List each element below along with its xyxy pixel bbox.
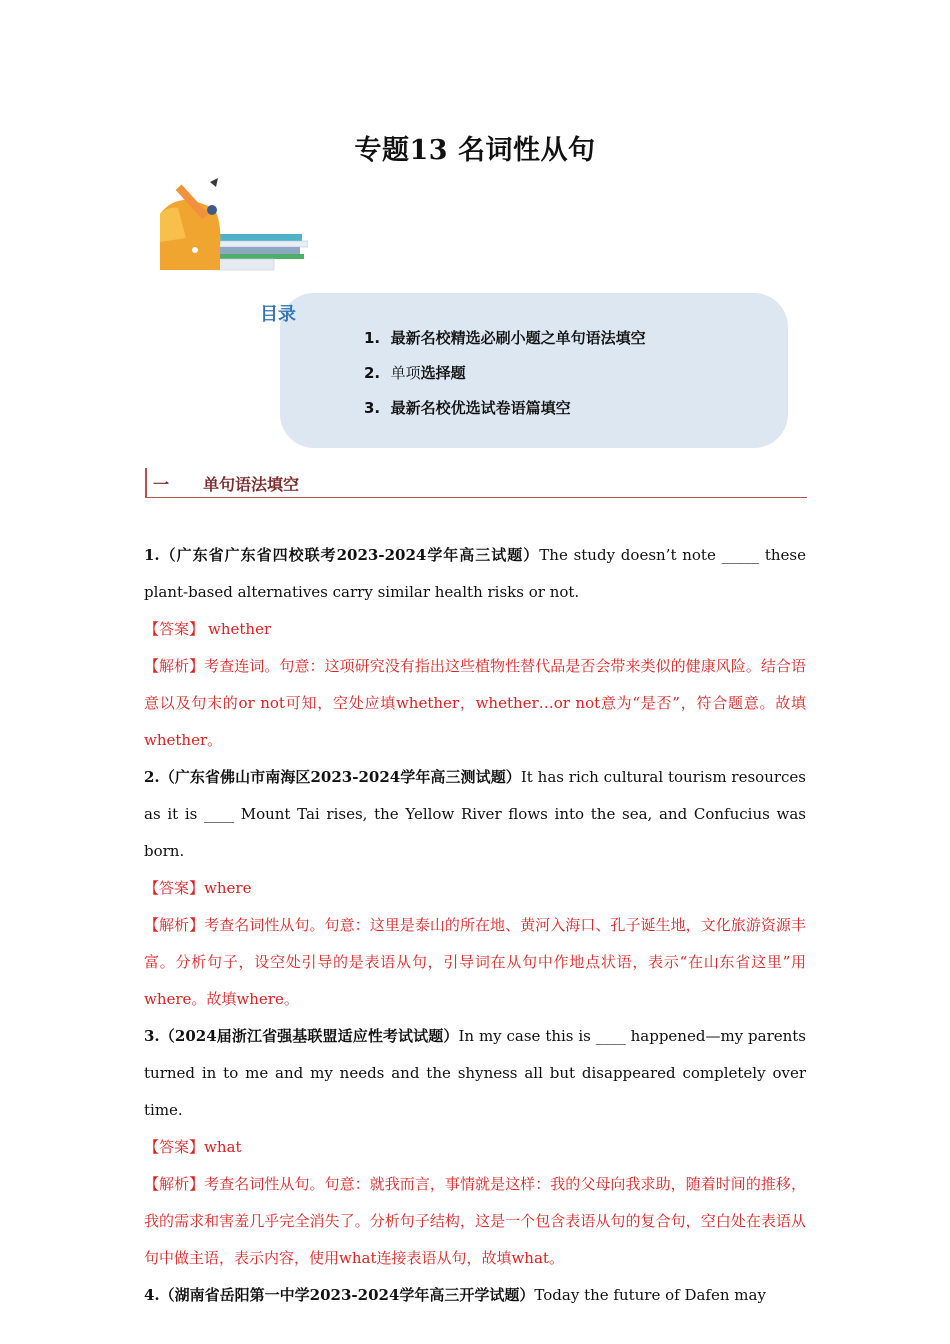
section-number: 一 [153, 475, 170, 494]
analysis-text: 考查连词。句意：这项研究没有指出这些植物性替代品是否会带来类似的健康风险。结合语意以及句末的or not可知，空处应填whether，whether…or not意为“是否”，符合题意。故填whether。 [144, 657, 806, 749]
question-number: 3. [144, 1027, 160, 1045]
page-title: 专题13 名词性从句 [354, 135, 596, 166]
section-title: 单句语法填空 [203, 475, 300, 494]
question-2 [144, 759, 806, 870]
toc-label: 目录 [260, 304, 296, 325]
toc-item-num: 3. [364, 399, 381, 417]
question-1 [144, 537, 806, 611]
toc-item-text: 最新名校精选必刷小题之单句语法填空 [390, 329, 646, 347]
toc-panel [280, 293, 788, 448]
analysis-label: 【解析】 [144, 1175, 205, 1193]
answer-3 [144, 1129, 806, 1166]
answer-2 [144, 870, 806, 907]
question-stem: It has rich cultural tourism resources as it is ____ Mount Tai rises, the Yellow River flows into the sea, and Confucius was born. [144, 768, 806, 860]
section-bar [145, 468, 147, 498]
toc-item-text: 选择题 [420, 364, 466, 382]
question-stem: Today the future of Dafen may [534, 1286, 766, 1304]
analysis-2 [144, 907, 806, 1018]
analysis-3 [144, 1166, 806, 1277]
answer-value: whether [208, 620, 272, 638]
analysis-1 [144, 648, 806, 759]
question-number: 2. [144, 768, 160, 786]
toc-item-3[interactable] [364, 397, 571, 418]
toc-item-text: 最新名校优选试卷语篇填空 [390, 399, 571, 417]
toc-item-num: 1. [364, 329, 381, 347]
question-stem: In my case this is ____ happened—my parents turned in to me and my needs and the shyness all but disappeared completely over time. [144, 1027, 806, 1119]
section-underline [145, 497, 807, 498]
answer-value: where [204, 879, 252, 897]
question-source: （湖南省岳阳第一中学2023-2024学年高三开学试题） [159, 1286, 535, 1304]
pencil-books-icon [158, 178, 308, 274]
question-source: （广东省广东省四校联考2023-2024学年高三试题） [159, 546, 540, 564]
analysis-text: 考查名词性从句。句意：这里是泰山的所在地、黄河入海口、孔子诞生地，文化旅游资源丰富。分析句子，设空处引导的是表语从句，引导词在从句中作地点状语，表示“在山东省这里”用where。故填where。 [144, 916, 806, 1008]
question-source: （广东省佛山市南海区2023-2024学年高三测试题） [159, 768, 521, 786]
question-number: 1. [144, 546, 160, 564]
question-number: 4. [144, 1286, 160, 1304]
analysis-text: 考查名词性从句。句意：就我而言，事情就是这样：我的父母向我求助，随着时间的推移，我的需求和害羞几乎完全消失了。分析句子结构，这是一个包含表语从句的复合句，空白处在表语从句中做主语，表示内容，使用what连接表语从句，故填what。 [144, 1175, 806, 1267]
toc-item-num: 2. [364, 364, 381, 382]
question-list [144, 537, 806, 1314]
analysis-label: 【解析】 [144, 916, 205, 934]
answer-label: 【答案】 [144, 620, 205, 638]
answer-label: 【答案】 [144, 1138, 205, 1156]
question-4 [144, 1277, 806, 1314]
question-stem: The study doesn’t note _____ these plant-based alternatives carry similar health risks or not. [144, 546, 806, 601]
analysis-label: 【解析】 [144, 657, 205, 675]
question-3 [144, 1018, 806, 1129]
question-source: （2024届浙江省强基联盟适应性考试试题） [159, 1027, 459, 1045]
answer-label: 【答案】 [144, 879, 205, 897]
answer-value: what [204, 1138, 242, 1156]
toc-item-2[interactable] [364, 362, 466, 383]
answer-1 [144, 611, 806, 648]
toc-item-prefix: 单项 [390, 364, 421, 382]
toc-item-1[interactable] [364, 327, 646, 348]
section-header [145, 468, 807, 498]
